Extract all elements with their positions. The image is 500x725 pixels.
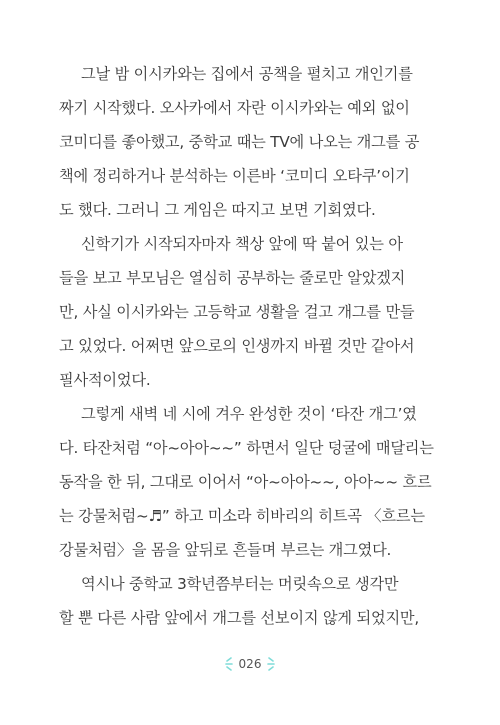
- page-number: 026: [238, 657, 262, 671]
- page-footer: [0, 652, 500, 676]
- text-line: 는 강물처럼~♬” 하고 미소라 히바리의 히트곡 〈흐르는: [59, 507, 425, 525]
- text-line: 그렇게 새벽 네 시에 겨우 완성한 것이 ‘타잔 개그’였: [81, 405, 417, 423]
- text-line: 그날 밤 이시카와는 집에서 공책을 펼치고 개인기를: [81, 65, 413, 83]
- text-line: 필사적이었다.: [59, 371, 151, 389]
- text-line: 신학기가 시작되자마자 책상 앞에 딱 붙어 있는 아: [81, 235, 403, 253]
- text-line: 도 했다. 그러니 그 게임은 따지고 보면 기회였다.: [59, 201, 376, 219]
- sparkle-icon: [266, 654, 282, 674]
- text-line: 들을 보고 부모님은 열심히 공부하는 줄로만 알았겠지: [59, 269, 406, 287]
- text-line: 코미디를 좋아했고, 중학교 때는 TV에 나오는 개그를 공: [59, 133, 420, 151]
- text-line: 짜기 시작했다. 오사카에서 자란 이시카와는 예외 없이: [59, 99, 410, 117]
- text-line: 강물처럼〉을 몸을 앞뒤로 흔들며 부르는 개그였다.: [59, 541, 392, 559]
- text-line: 동작을 한 뒤, 그대로 이어서 “아~아아~~, 아아~~ 흐르: [59, 473, 432, 491]
- text-line: 역시나 중학교 3학년쯤부터는 머릿속으로 생각만: [81, 575, 399, 593]
- text-line: 만, 사실 이시카와는 고등학교 생활을 걸고 개그를 만들: [59, 303, 415, 321]
- text-line: 고 있었다. 어쩌면 앞으로의 인생까지 바뀔 것만 같아서: [59, 337, 415, 355]
- text-line: 할 뿐 다른 사람 앞에서 개그를 선보이지 않게 되었지만,: [59, 609, 420, 627]
- sparkle-icon: [218, 654, 234, 674]
- text-line: 다. 타잔처럼 “아~아아~~” 하면서 일단 덩굴에 매달리는: [59, 439, 434, 457]
- text-line: 책에 정리하거나 분석하는 이른바 ‘코미디 오타쿠’이기: [59, 167, 410, 185]
